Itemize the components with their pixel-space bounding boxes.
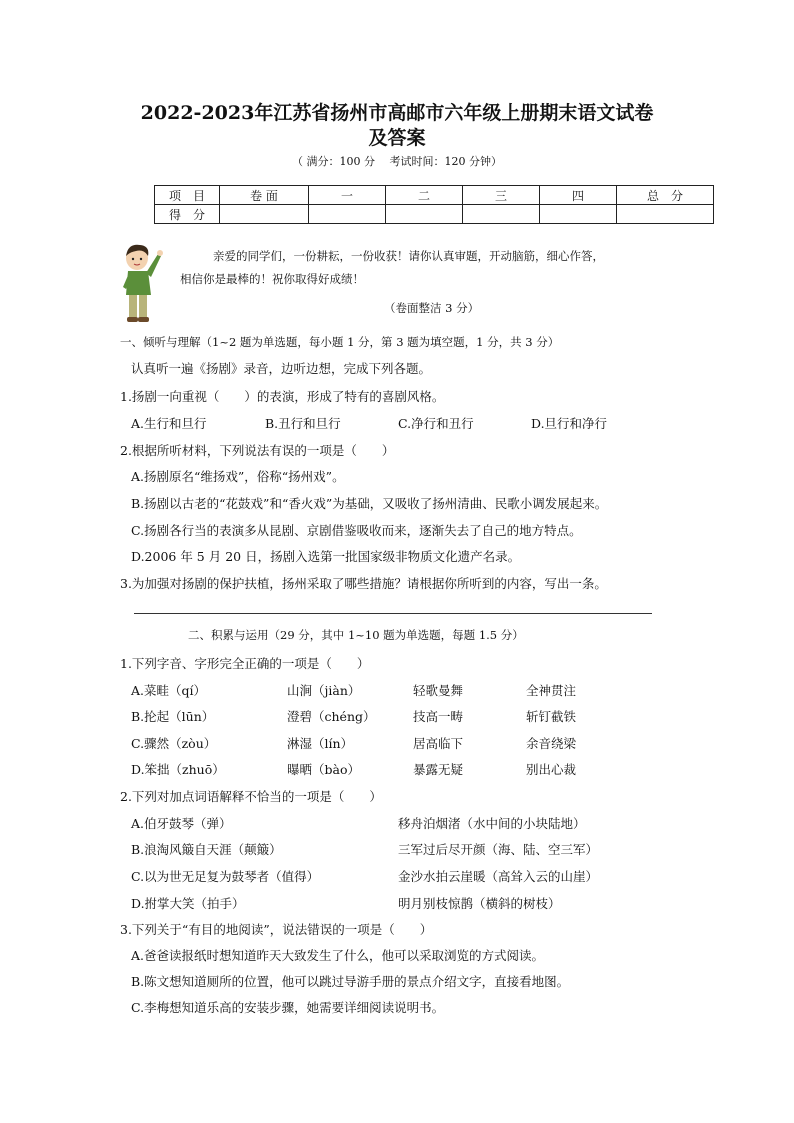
neat-note: （卷面整洁 3 分） — [384, 301, 480, 315]
score-cell[interactable] — [617, 205, 714, 224]
exam-meta: （ 满分：100 分 考试时间：120 分钟） — [292, 155, 502, 168]
option-word: 技高一畴 — [413, 709, 464, 724]
page-title-line2: 及答案 — [368, 127, 426, 149]
option[interactable]: A.爸爸读报纸时想知道昨天大致发生了什么，他可以采取浏览的方式阅读。 — [131, 948, 545, 963]
option-word: 三军过后尽开颜（海、陆、空三军） — [398, 842, 599, 857]
section1-heading: 一、倾听与理解（1~2 题为单选题，每小题 1 分，第 3 题为填空题，1 分，共 3 分） — [120, 335, 560, 349]
option-word: 金沙水拍云崖暖（高耸入云的山崖） — [398, 869, 599, 884]
option-word: 澄碧（chéng） — [287, 709, 376, 724]
table-cell: 总 分 — [617, 186, 714, 205]
option[interactable]: A.菜畦（qí） — [131, 683, 207, 698]
question-stem: 3.下列关于“有目的地阅读”，说法错误的一项是（ ） — [120, 922, 433, 937]
option[interactable]: D.笨拙（zhuō） — [131, 762, 225, 777]
option[interactable]: D.旦行和净行 — [531, 416, 608, 431]
option-word: 山涧（jiàn） — [287, 683, 361, 698]
option[interactable]: C.净行和丑行 — [398, 416, 474, 431]
option[interactable]: C.以为世无足复为鼓琴者（值得） — [131, 869, 320, 884]
table-cell: 三 — [463, 186, 540, 205]
section2-heading: 二、积累与运用（29 分，其中 1~10 题为单选题，每题 1.5 分） — [188, 628, 524, 642]
option[interactable]: C.骤然（zòu） — [131, 736, 217, 751]
score-table — [154, 185, 714, 224]
score-cell[interactable] — [463, 205, 540, 224]
score-cell[interactable] — [309, 205, 386, 224]
option[interactable]: C.扬剧各行当的表演多从昆剧、京剧借鉴吸收而来，逐渐失去了自己的地方特点。 — [131, 523, 582, 538]
question-stem: 2.根据所听材料，下列说法有误的一项是（ ） — [120, 443, 395, 458]
option[interactable]: D.2006 年 5 月 20 日，扬剧入选第一批国家级非物质文化遗产名录。 — [131, 549, 521, 564]
option-word: 曝晒（bào） — [287, 762, 360, 777]
question-stem: 3.为加强对扬剧的保护扶植，扬州采取了哪些措施？请根据你所听到的内容，写出一条。 — [120, 576, 607, 591]
question-stem: 1.扬剧一向重视（ ）的表演，形成了特有的喜剧风格。 — [120, 389, 445, 404]
intro-line2: 相信你是最棒的！祝你取得好成绩！ — [180, 272, 364, 286]
score-cell[interactable] — [386, 205, 463, 224]
option[interactable]: B.扬剧以古老的“花鼓戏”和“香火戏”为基础，又吸收了扬州清曲、民歌小调发展起来。 — [131, 496, 608, 511]
question-stem: 1.下列字音、字形完全正确的一项是（ ） — [120, 656, 370, 671]
option-word: 余音绕梁 — [526, 736, 577, 751]
option-word: 淋湿（lín） — [287, 736, 354, 751]
option-word: 暴露无疑 — [413, 762, 464, 777]
option-word: 全神贯注 — [526, 683, 577, 698]
option-word: 别出心裁 — [526, 762, 577, 777]
option[interactable]: B.浪淘风簸自天涯（颠簸） — [131, 842, 282, 857]
score-cell[interactable] — [220, 205, 309, 224]
score-table-header-row — [155, 186, 714, 205]
option[interactable]: B.抡起（lūn） — [131, 709, 215, 724]
score-cell[interactable] — [540, 205, 617, 224]
option-word: 斩钉截铁 — [526, 709, 577, 724]
table-cell: 项 目 — [155, 186, 220, 205]
option[interactable]: B.丑行和旦行 — [265, 416, 341, 431]
table-cell: 得 分 — [155, 205, 220, 224]
table-cell: 四 — [540, 186, 617, 205]
intro-line1: 亲爱的同学们，一份耕耘，一份收获！请你认真审题，开动脑筋，细心作答， — [213, 249, 604, 263]
table-cell: 卷 面 — [220, 186, 309, 205]
option-word: 轻歌曼舞 — [413, 683, 464, 698]
question-stem: 2.下列对加点词语解释不恰当的一项是（ ） — [120, 789, 382, 804]
page-title: 2022-2023年江苏省扬州市高邮市六年级上册期末语文试卷 — [140, 102, 654, 124]
option[interactable]: B.陈文想知道厕所的位置，他可以跳过导游手册的景点介绍文字，直接看地图。 — [131, 974, 570, 989]
score-table-score-row — [155, 205, 714, 224]
option-word: 明月别枝惊鹊（横斜的树枝） — [398, 896, 561, 911]
table-cell: 一 — [309, 186, 386, 205]
section1-instruction: 认真听一遍《扬剧》录音，边听边想，完成下列各题。 — [131, 361, 432, 376]
option-word: 居高临下 — [413, 736, 464, 751]
table-cell: 二 — [386, 186, 463, 205]
option[interactable]: A.伯牙鼓琴（弹） — [131, 816, 232, 831]
option[interactable]: A.扬剧原名“维扬戏”，俗称“扬州戏”。 — [131, 469, 345, 484]
option[interactable]: C.李梅想知道乐高的安装步骤，她需要详细阅读说明书。 — [131, 1000, 445, 1015]
option[interactable]: A.生行和旦行 — [131, 416, 207, 431]
option-word: 移舟泊烟渚（水中间的小块陆地） — [398, 816, 586, 831]
option[interactable]: D.拊掌大笑（拍手） — [131, 896, 245, 911]
answer-line[interactable] — [134, 613, 652, 614]
cartoon-boy-icon — [120, 240, 166, 324]
